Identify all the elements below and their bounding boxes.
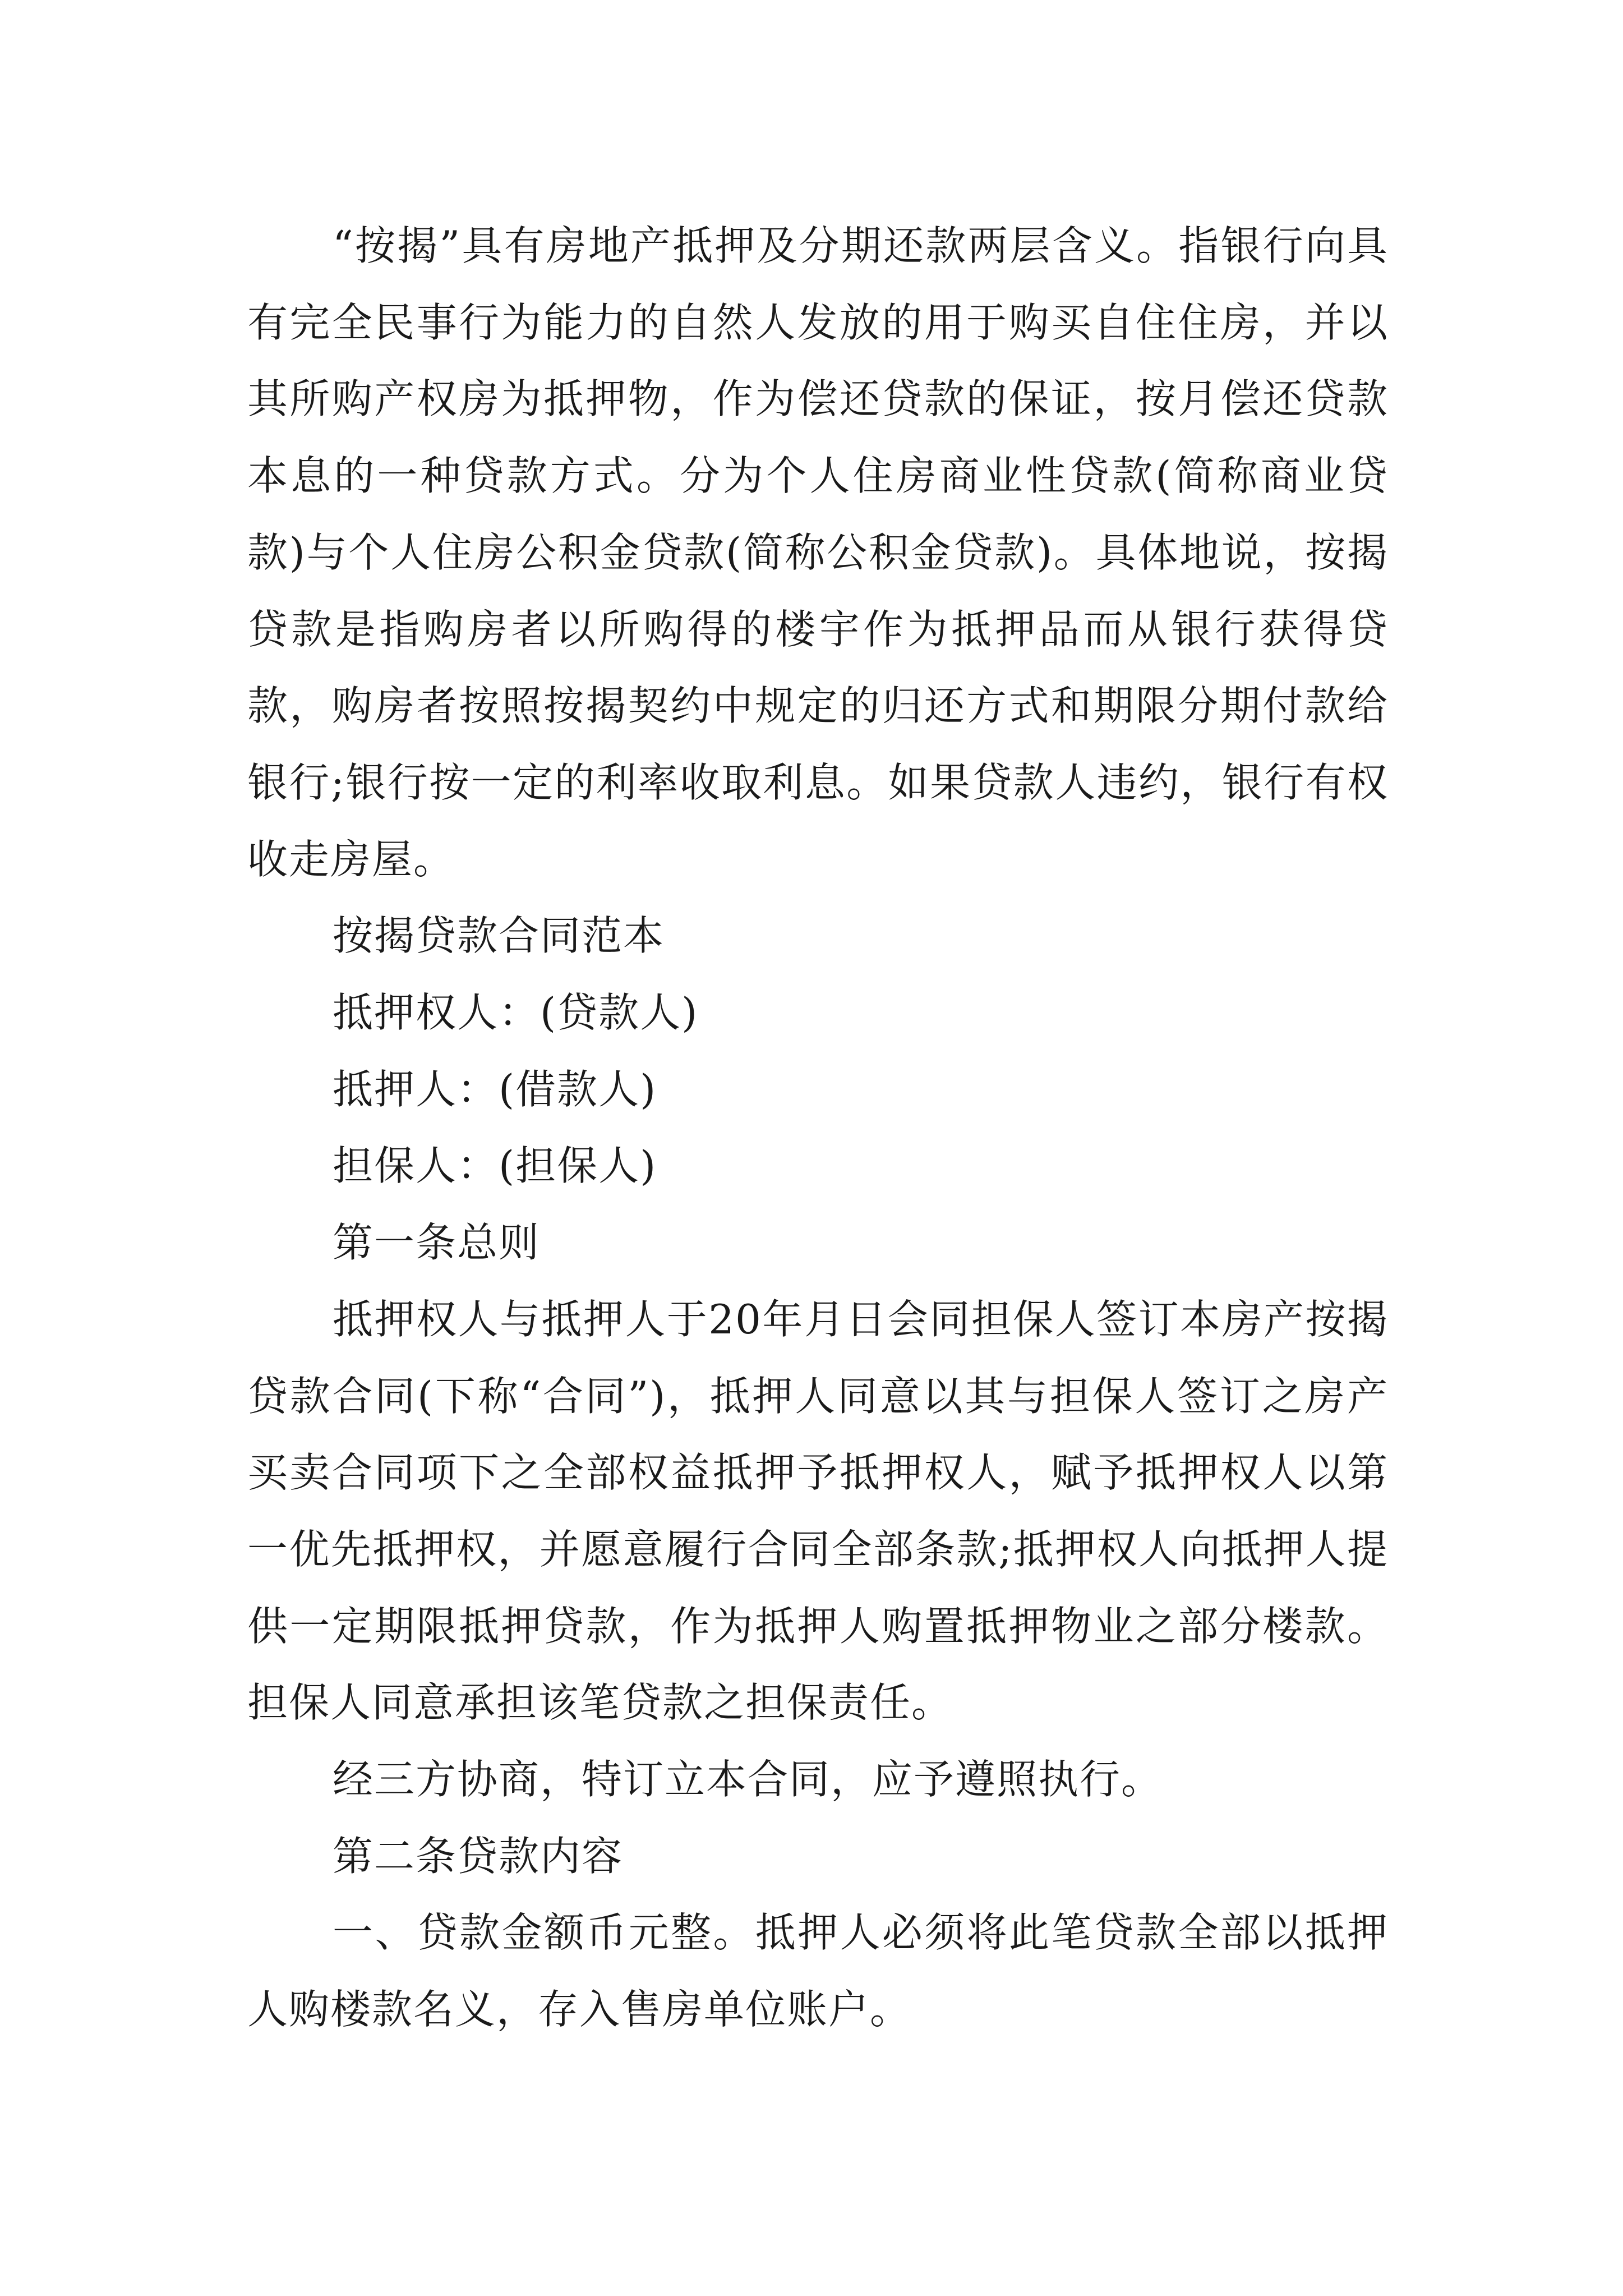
- article-1-heading: 第一条总则: [333, 1219, 541, 1267]
- intro-paragraph: “按揭”具有房地产抵押及分期还款两层含义。指银行向具有完全民事行为能力的自然人发放的用于购买自住住房，并以其所购产权房为抵押物，作为偿还贷款的保证，按月偿还贷款本息的一种贷款方式。分为个人住房商业性贷款(简称商业贷款)与个人住房公积金贷款(简称公积金贷款)。具体地说，按揭贷款是指购房者以所购得的楼宇作为抵押品而从银行获得贷款，购房者按照按揭契约中规定的归还方式和期限分期付款给银行;银行按一定的利率收取利息。如果贷款人违约，银行有权收走房屋。: [247, 222, 1389, 883]
- agreement-paragraph: 经三方协商，特订立本合同，应予遵照执行。: [333, 1756, 1163, 1803]
- guarantor-line: 担保人：(担保人): [333, 1142, 657, 1190]
- contract-title: 按揭贷款合同范本: [333, 912, 665, 960]
- document-body: [247, 208, 1389, 2048]
- mortgagor-line: 抵押人：(借款人): [333, 1065, 657, 1113]
- article-1-paragraph: 抵押权人与抵押人于20年月日会同担保人签订本房产按揭贷款合同(下称“合同”)，抵押人同意以其与担保人签订之房产买卖合同项下之全部权益抵押予抵押权人，赋予抵押权人以第一优先抵押权，并愿意履行合同全部条款;抵押权人向抵押人提供一定期限抵押贷款，作为抵押人购置抵押物业之部分楼款。担保人同意承担该笔贷款之担保责任。: [247, 1295, 1389, 1727]
- mortgagee-line: 抵押权人：(贷款人): [333, 989, 699, 1037]
- article-2-heading: 第二条贷款内容: [333, 1832, 624, 1880]
- loan-amount-paragraph: 一、贷款金额币元整。抵押人必须将此笔贷款全部以抵押人购楼款名义，存入售房单位账户。: [247, 1909, 1389, 2033]
